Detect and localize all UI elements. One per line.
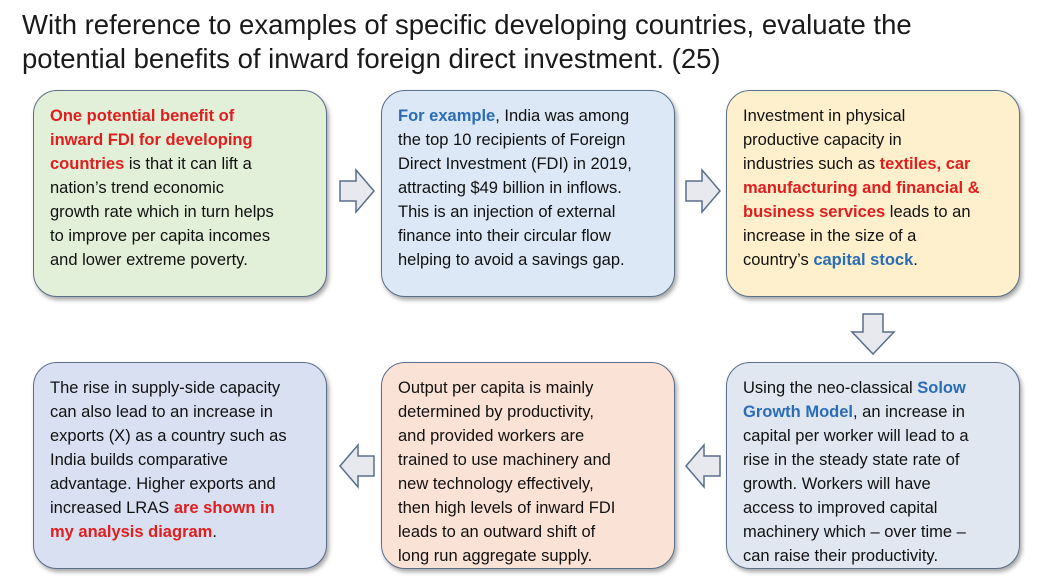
text-line [398,448,660,472]
highlight-text: For example [398,107,496,125]
body-text: finance into their circular flow [398,227,611,245]
body-text: attracting $49 billion in inflows. [398,179,622,197]
text-line [398,224,660,248]
body-text: , an increase in [853,403,965,421]
body-text: Using the neo-classical [743,379,918,397]
body-text: and provided workers are [398,427,585,445]
body-text: industries such as [743,155,880,173]
body-text: can also lead to an increase in [50,403,273,421]
body-text: leads to an [885,203,971,221]
body-text: and lower extreme poverty. [50,251,248,269]
body-text: leads to an outward shift of [398,523,596,541]
highlight-text: manufacturing and financial & [743,179,980,197]
body-text: determined by productivity, [398,403,594,421]
highlight-text: are shown in [173,499,275,517]
page-title [22,8,1022,76]
text-line [50,448,312,472]
body-text: the top 10 recipients of Foreign [398,131,626,149]
text-line [743,152,1005,176]
text-line [50,400,312,424]
text-line [398,176,660,200]
title-line-2: potential benefits of inward foreign direct investment. (25) [22,43,721,74]
title-line-1: With reference to examples of specific developing countries, evaluate the [22,9,912,40]
highlight-text: One potential benefit of [50,107,235,125]
text-line [398,104,660,128]
text-line [743,248,1005,272]
body-text: machinery which – over time – [743,523,966,541]
text-line [50,496,312,520]
text-line [398,200,660,224]
body-text: then high levels of inward FDI [398,499,616,517]
text-line [743,424,1005,448]
body-text: productive capacity in [743,131,902,149]
body-text: increased LRAS [50,499,174,517]
text-line [398,424,660,448]
text-line [50,472,312,496]
text-line [50,224,312,248]
body-text: This is an injection of external [398,203,616,221]
body-text: is that it can lift a [124,155,252,173]
text-line [50,520,312,544]
body-text: to improve per capita incomes [50,227,271,245]
body-text: increase in the size of a [743,227,917,245]
text-line [743,376,1005,400]
box-solow-growth [726,362,1020,569]
body-text: Investment in physical [743,107,906,125]
text-line [743,224,1005,248]
arrow-right-icon [338,168,376,214]
text-line [398,248,660,272]
highlight-text: Solow [917,379,966,397]
highlight-text: Growth Model [743,403,853,421]
text-line [743,200,1005,224]
text-line [50,248,312,272]
body-text: , India was among [495,107,630,125]
text-line [398,152,660,176]
text-line [50,176,312,200]
body-text: capital per worker will lead to a [743,427,969,445]
text-line [398,472,660,496]
text-line [743,176,1005,200]
body-text: rise in the steady state rate of [743,451,960,469]
text-line [743,104,1005,128]
text-line [743,520,1005,544]
highlight-text: business services [743,203,886,221]
arrow-right-icon [684,168,722,214]
body-text: country’s [743,251,814,269]
body-text: . [212,523,217,541]
body-text: access to improved capital [743,499,938,517]
box-benefit [33,90,327,297]
text-line [50,376,312,400]
arrow-down-icon [850,312,896,356]
body-text: long run aggregate supply. [398,547,593,565]
arrow-left-icon [684,443,722,489]
text-line [398,544,660,568]
box-example-india [381,90,675,297]
text-line [743,472,1005,496]
body-text: trained to use machinery and [398,451,611,469]
arrow-left-icon [338,443,376,489]
box-exports [33,362,327,569]
highlight-text: textiles, car [879,155,971,173]
text-line [398,496,660,520]
text-line [50,104,312,128]
body-text: exports (X) as a country such as [50,427,287,445]
text-line [743,544,1005,568]
body-text: advantage. Higher exports and [50,475,276,493]
body-text: nation’s trend economic [50,179,224,197]
box-productivity-lras [381,362,675,569]
body-text: growth. Workers will have [743,475,931,493]
text-line [50,152,312,176]
body-text: new technology effectively, [398,475,594,493]
text-line [398,376,660,400]
body-text: growth rate which in turn helps [50,203,274,221]
text-line [50,128,312,152]
highlight-text: inward FDI for developing [50,131,253,149]
text-line [743,400,1005,424]
body-text: India builds comparative [50,451,228,469]
body-text: helping to avoid a savings gap. [398,251,625,269]
text-line [50,424,312,448]
highlight-text: countries [50,155,125,173]
highlight-text: capital stock [813,251,914,269]
highlight-text: my analysis diagram [50,523,213,541]
text-line [743,496,1005,520]
text-line [398,400,660,424]
body-text: Direct Investment (FDI) in 2019, [398,155,632,173]
text-line [398,520,660,544]
text-line [398,128,660,152]
text-line [743,448,1005,472]
body-text: can raise their productivity. [743,547,939,565]
text-line [50,200,312,224]
body-text: Output per capita is mainly [398,379,594,397]
box-capital-stock [726,90,1020,297]
text-line [743,128,1005,152]
body-text: The rise in supply-side capacity [50,379,281,397]
body-text: . [913,251,918,269]
